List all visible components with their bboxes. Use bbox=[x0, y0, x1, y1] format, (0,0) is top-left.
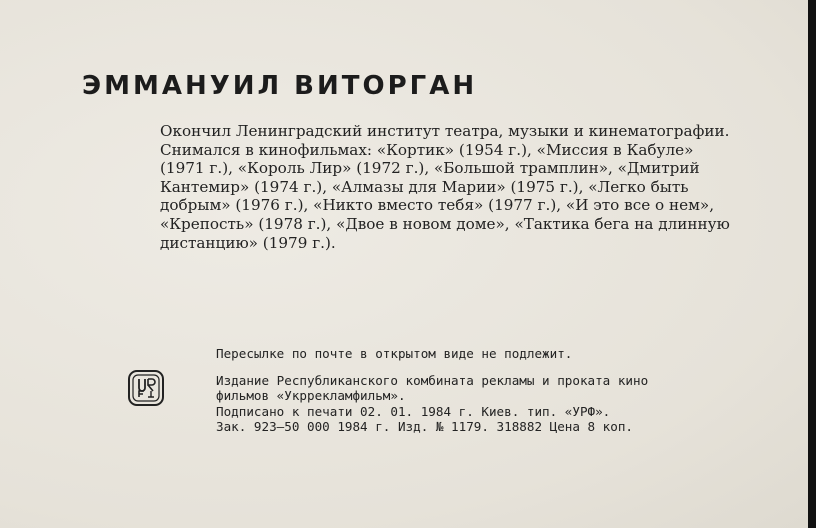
urf-emblem-icon bbox=[127, 369, 165, 407]
bio-education: Окончил Ленинградский институт театра, музыки и кинематографии. bbox=[160, 122, 730, 140]
imprint-line: Подписано к печати 02. 01. 1984 г. Киев. тип. «УРФ». bbox=[216, 403, 611, 419]
imprint-line: фильмов «Укррекламфильм». bbox=[216, 388, 406, 404]
imprint-line: Издание Республиканского комбината рекламы и проката кино bbox=[216, 373, 649, 388]
bio-filmography: Снимался в кинофильмах: «Кортик» (1954 г.), «Миссия в Кабуле» (1971 г.), «Король Лир» (1972 г.), «Большой трамплин», «Дмитрий Кантемир» (1974 г.), «Алмазы для Марии» (1975 г.), «Легко быть добрым» (1976 г.), «Никто вместо тебя» (1977 г.), «И это все о нем», «Крепость» (1978 г.), «Двое в новом доме», «Тактика бега на длинную дистанцию» (1979 г.). bbox=[160, 140, 730, 252]
actor-name: ЭММАНУИЛ ВИТОРГАН bbox=[82, 71, 478, 101]
imprint-line: Зак. 923—50 000 1984 г. Изд. № 1179. 318882 Цена 8 коп. bbox=[216, 419, 634, 435]
biography bbox=[160, 122, 730, 252]
scan-edge bbox=[808, 0, 816, 528]
mail-notice: Пересылке по почте в открытом виде не подлежит. bbox=[216, 346, 573, 361]
publisher-imprint bbox=[216, 373, 648, 435]
